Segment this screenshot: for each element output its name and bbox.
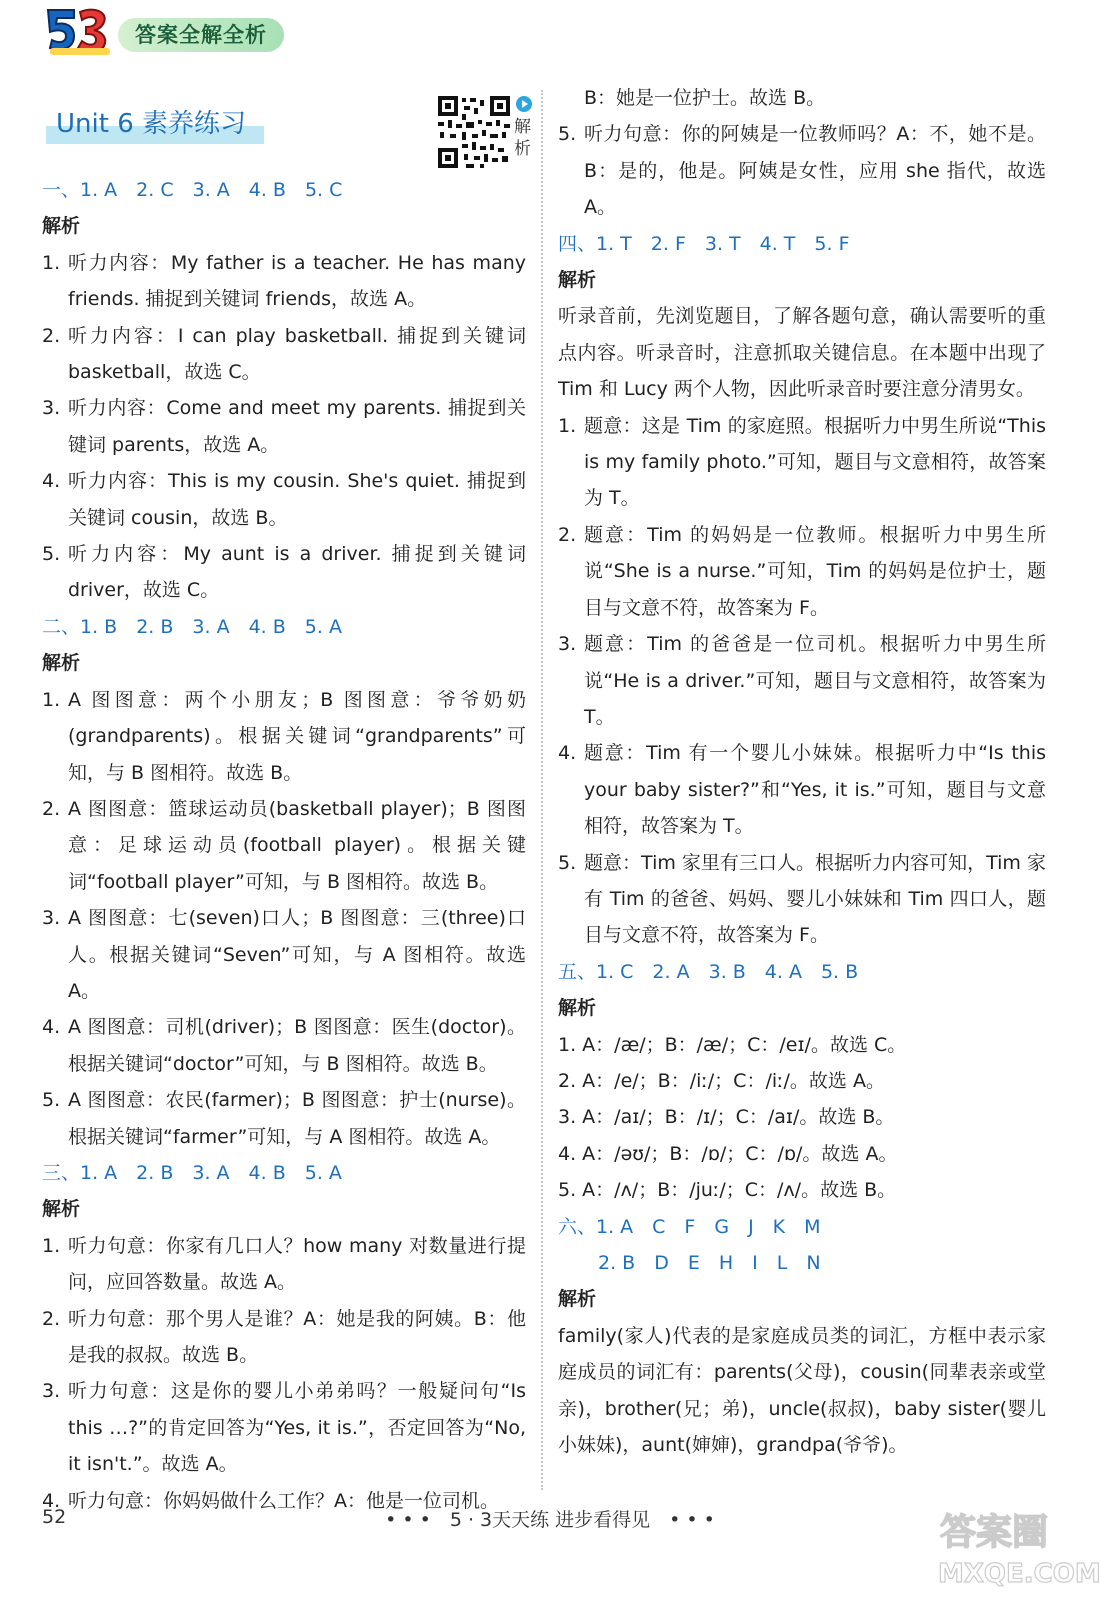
item-number: 4. [558,742,577,765]
page-number: 52 [42,1506,67,1528]
brand-logo [44,6,116,56]
item-number: 1. [42,688,61,711]
list-item [42,1301,526,1374]
item-number: 5. [42,543,61,566]
list-item [558,517,1046,626]
continued-text: B：她是一位护士。故选 B。 [584,87,826,109]
list-item [558,408,1046,517]
answer-key: 六、1. A C F G J K M [558,1215,821,1238]
qr-label-char: 解 [514,117,531,137]
answer-key: 四、1. T 2. F 3. T 4. T 5. F [558,232,850,255]
item-text: 听力内容：I can play basketball. 捕捉到关键词 basketball，故选 C。 [68,324,526,384]
item-number: 2. [558,523,577,546]
section-label: 解析 [558,1288,597,1311]
qr-label-char: 析 [514,139,531,159]
item-number: 4. [42,470,61,493]
watermark-text: 答案圈 [940,1512,1049,1553]
watermark [934,1500,1101,1590]
item-text: A 图图意：农民(farmer)；B 图图意：护士(nurse)。根据关键词“farmer”可知，与 A 图相符。故选 A。 [68,1089,526,1148]
answer-key: 一、1. A 2. C 3. A 4. B 5. C [42,179,343,201]
answer-key: 五、1. C 2. A 3. B 4. A 5. B [558,960,859,983]
page-title: Unit 6 素养练习 [46,104,264,144]
phonetic-line: 1. A：/æ/；B：/æ/；C：/eɪ/。故选 C。 [558,1033,907,1056]
item-text: 听力句意：你妈妈做什么工作？A：他是一位司机。 [68,1489,499,1512]
item-text: 听力内容：Come and meet my parents. 捕捉到关键词 parents，故选 A。 [68,397,526,456]
section-label: 解析 [42,652,81,675]
item-text: 听力句意：这是你的婴儿小弟弟吗？一般疑问句“Is this …?”的肯定回答为“Yes, it is.”，否定回答为“No, it isn't.”。故选 A。 [68,1380,526,1476]
left-column [42,172,526,1519]
item-number: 4. [42,1016,61,1039]
item-text: 题意：Tim 的妈妈是一位教师。根据听力中男生所说“She is a nurse.”可知，Tim 的妈妈是位护士，题目与文意不符，故答案为 F。 [584,523,1046,619]
watermark-url: MXQE.COM [938,1559,1101,1589]
item-text: A 图图意：司机(driver)；B 图图意：医生(doctor)。根据关键词“doctor”可知，与 B 图相符。故选 B。 [68,1016,526,1075]
item-text: A 图图意：七(seven)口人；B 图图意：三(three)口人。根据关键词“Seven”可知，与 A 图相符。故选 A。 [68,907,526,1002]
list-item [42,245,526,318]
list-item [558,626,1046,735]
item-number: 1. [42,1234,61,1257]
item-text: 题意：这是 Tim 的家庭照。根据听力中男生所说“This is my family photo.”可知，题目与文意相符，故答案为 T。 [584,414,1046,510]
answer-key: 二、1. B 2. B 3. A 4. B 5. A [42,615,342,638]
list-item [42,1373,526,1482]
item-text: 听力内容：My father is a teacher. He has many friends. 捕捉到关键词 friends，故选 A。 [68,251,526,311]
phonetic-line: 5. A：/ʌ/；B：/juː/；C：/ʌ/。故选 B。 [558,1179,897,1202]
list-item [42,536,526,609]
item-text: 题意：Tim 有一个婴儿小妹妹。根据听力中“Is this your baby sister?”和“Yes, it is.”可知，题目与文意相符，故答案为 T。 [584,742,1046,838]
phonetic-line: 2. A：/e/；B：/iː/；C：/iː/。故选 A。 [558,1069,885,1092]
section-label: 解析 [42,215,81,238]
answer-key: 三、1. A 2. B 3. A 4. B 5. A [42,1161,342,1184]
item-number: 3. [42,397,61,420]
item-text: 听力内容：This is my cousin. She's quiet. 捕捉到关键词 cousin，故选 B。 [68,470,526,529]
section-label: 解析 [558,269,597,292]
list-item [42,463,526,536]
item-text: 题意：Tim 的爸爸是一位司机。根据听力中男生所说“He is a driver.”可知，题目与文意相符，故答案为 T。 [584,633,1046,728]
item-text: 题意：Tim 家里有三口人。根据听力内容可知，Tim 家有 Tim 的爸爸、妈妈、婴儿小妹妹和 Tim 四口人，题目与文意不符，故答案为 F。 [584,851,1046,947]
list-item [42,900,526,1009]
item-number: 5. [558,123,577,146]
item-text: A 图图意：两个小朋友；B 图图意：爷爷奶奶(grandparents)。根据关键词“grandparents”可知，与 B 图相符。故选 B。 [68,688,526,784]
item-number: 2. [42,797,61,820]
item-number: 2. [42,324,61,347]
paragraph: family(家人)代表的是家庭成员类的词汇，方框中表示家庭成员的词汇有：parents(父母)，cousin(同辈表亲或堂亲)，brother(兄；弟)，uncle(叔叔)，baby sister(婴儿小妹妹)，aunt(婶婶)，grandpa(爷爷)。 [558,1324,1046,1457]
item-number: 3. [42,1380,61,1403]
item-number: 3. [558,633,577,656]
phonetic-line: 3. A：/aɪ/；B：/ɪ/；C：/aɪ/。故选 B。 [558,1106,895,1129]
item-number: 4. [42,1489,61,1512]
item-number: 5. [558,851,577,874]
list-item [42,390,526,463]
item-number: 3. [42,907,61,930]
item-number: 5. [42,1089,61,1112]
item-number: 1. [42,251,61,274]
paragraph: 听录音前，先浏览题目，了解各题句意，确认需要听的重点内容。听录音时，注意抓取关键信息。在本题中出现了 Tim 和 Lucy 两个人物，因此听录音时要注意分清男女。 [558,305,1046,401]
item-text: A 图图意：篮球运动员(basketball player)；B 图图意：足球运动员(football player)。根据关键词“football player”可知，与 B 图相符。故选 B。 [68,797,526,893]
list-item [42,1228,526,1301]
section-label: 解析 [42,1198,81,1221]
qr-code-icon[interactable] [436,94,512,170]
play-icon[interactable] [516,96,532,112]
header-pill: 答案全解全析 [118,18,284,52]
item-number: 2. [42,1307,61,1330]
item-number: 1. [558,414,577,437]
list-item [42,1009,526,1082]
section-label: 解析 [558,997,597,1020]
item-text: 听力内容：My aunt is a driver. 捕捉到关键词 driver，故选 C。 [68,543,526,602]
list-item [42,1082,526,1155]
right-column [558,80,1046,1463]
list-item [42,682,526,791]
list-item [558,735,1046,844]
list-item [42,791,526,900]
answer-key: 2. B D E H I L N [598,1252,821,1274]
column-divider [541,90,543,1490]
qr-label [514,96,538,160]
list-item [558,116,1046,225]
item-text: 听力句意：那个男人是谁？A：她是我的阿姨。B：他是我的叔叔。故选 B。 [68,1307,526,1366]
list-item [42,318,526,391]
item-text: 听力句意：你家有几口人？how many 对数量进行提问，应回答数量。故选 A。 [68,1234,526,1294]
phonetic-line: 4. A：/əʊ/；B：/ɒ/；C：/ɒ/。故选 A。 [558,1142,898,1165]
item-text: 听力句意：你的阿姨是一位教师吗？A：不，她不是。B：是的，他是。阿姨是女性，应用 she 指代，故选 A。 [584,123,1046,219]
list-item [558,845,1046,954]
footer-slogan: • • • 5 · 3天天练 进步看得见 • • • [385,1509,715,1531]
